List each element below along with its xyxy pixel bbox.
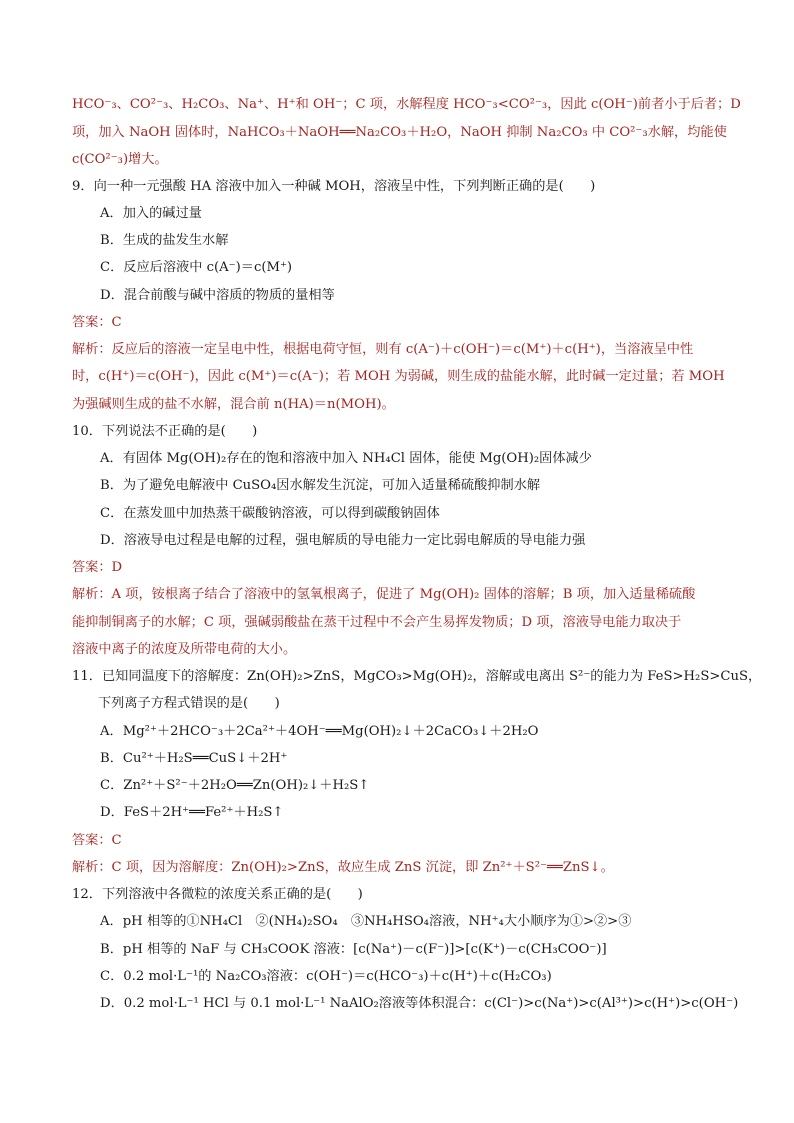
q12-option-b: B．pH 相等的 NaF 与 CH₃COOK 溶液：[c(Na⁺)－c(F⁻)]>[c(K⁺)－c(CH₃COO⁻)] (100, 942, 607, 957)
prev-explanation-line-1: HCO⁻₃、CO²⁻₃、H₂CO₃、Na⁺、H⁺和 OH⁻；C 项，水解程度 HCO⁻₃<CO²⁻₃，因此 c(OH⁻)前者小于后者；D (72, 97, 741, 112)
q11-option-d: D．FeS＋2H⁺══Fe²⁺＋H₂S↑ (100, 805, 284, 820)
q12-option-a: A．pH 相等的①NH₄Cl ②(NH₄)₂SO₄ ③NH₄HSO₄溶液，NH⁺₄大小顺序为①>②>③ (100, 914, 632, 929)
q11-option-a: A．Mg²⁺＋2HCO⁻₃＋2Ca²⁺＋4OH⁻══Mg(OH)₂↓＋2CaCO₃↓＋2H₂O (100, 724, 539, 739)
question-10: 10．下列说法不正确的是( ) (72, 424, 258, 439)
q10-option-d: D．溶液导电过程是电解的过程，强电解质的导电能力一定比弱电解质的导电能力强 (100, 533, 586, 548)
q12-option-c: C．0.2 mol·L⁻¹的 Na₂CO₃溶液：c(OH⁻)＝c(HCO⁻₃)＋c(H⁺)＋c(H₂CO₃) (100, 969, 552, 984)
q10-option-b: B．为了避免电解液中 CuSO₄因水解发生沉淀，可加入适量稀硫酸抑制水解 (100, 478, 541, 493)
q9-option-c: C．反应后溶液中 c(A⁻)＝c(M⁺) (100, 260, 293, 275)
q9-explanation-line-1: 解析：反应后的溶液一定呈电中性，根据电荷守恒，则有 c(A⁻)＋c(OH⁻)＝c(M⁺)＋c(H⁺)，当溶液呈中性 (72, 342, 694, 357)
question-9: 9．向一种一元强酸 HA 溶液中加入一种碱 MOH，溶液呈中性，下列判断正确的是( ) (72, 179, 596, 194)
q9-explanation-line-3: 为强碱则生成的盐不水解，混合前 n(HA)＝n(MOH)。 (72, 397, 395, 412)
question-11: 11．已知同温度下的溶解度：Zn(OH)₂>ZnS，MgCO₃>Mg(OH)₂，溶解或电离出 S²⁻的能力为 FeS>H₂S>CuS， (72, 669, 762, 684)
question-11-cont: 下列离子方程式错误的是( ) (98, 696, 280, 711)
q9-option-d: D．混合前酸与碱中溶质的物质的量相等 (100, 288, 335, 303)
q10-explanation-line-2: 能抑制铜离子的水解；C 项，强碱弱酸盐在蒸干过程中不会产生易挥发物质；D 项，溶液导电能力取决于 (72, 615, 682, 630)
q10-option-c: C．在蒸发皿中加热蒸干碳酸钠溶液，可以得到碳酸钠固体 (100, 506, 440, 521)
q11-answer: 答案：C (72, 833, 122, 848)
q11-option-c: C．Zn²⁺＋S²⁻＋2H₂O══Zn(OH)₂↓＋H₂S↑ (100, 778, 370, 793)
q11-option-b: B．Cu²⁺＋H₂S══CuS↓＋2H⁺ (100, 751, 288, 766)
q12-option-d: D．0.2 mol·L⁻¹ HCl 与 0.1 mol·L⁻¹ NaAlO₂溶液等体积混合：c(Cl⁻)>c(Na⁺)>c(Al³⁺)>c(H⁺)>c(OH⁻) (100, 996, 739, 1011)
q10-explanation-line-1: 解析：A 项，铵根离子结合了溶液中的氢氧根离子，促进了 Mg(OH)₂ 固体的溶解；B 项，加入适量稀硫酸 (72, 587, 696, 602)
q10-answer: 答案：D (72, 560, 123, 575)
q10-option-a: A．有固体 Mg(OH)₂存在的饱和溶液中加入 NH₄Cl 固体，能使 Mg(OH)₂固体减少 (100, 451, 592, 466)
question-12: 12．下列溶液中各微粒的浓度关系正确的是( ) (72, 887, 363, 902)
prev-explanation-line-3: c(CO²⁻₃)增大。 (72, 152, 168, 167)
q9-option-a: A．加入的碱过量 (100, 206, 202, 221)
q11-explanation: 解析：C 项，因为溶解度：Zn(OH)₂>ZnS，故应生成 ZnS 沉淀，即 Zn²⁺＋S²⁻══ZnS↓。 (72, 860, 614, 875)
q9-answer: 答案：C (72, 315, 122, 330)
q10-explanation-line-3: 溶液中离子的浓度及所带电荷的大小。 (72, 642, 297, 657)
prev-explanation-line-2: 项，加入 NaOH 固体时，NaHCO₃＋NaOH══Na₂CO₃＋H₂O，NaOH 抑制 Na₂CO₃ 中 CO²⁻₃水解，均能使 (72, 125, 727, 140)
q9-explanation-line-2: 时，c(H⁺)＝c(OH⁻)，因此 c(M⁺)＝c(A⁻)；若 MOH 为弱碱，则生成的盐能水解，此时碱一定过量；若 MOH (72, 369, 725, 384)
q9-option-b: B．生成的盐发生水解 (100, 233, 229, 248)
